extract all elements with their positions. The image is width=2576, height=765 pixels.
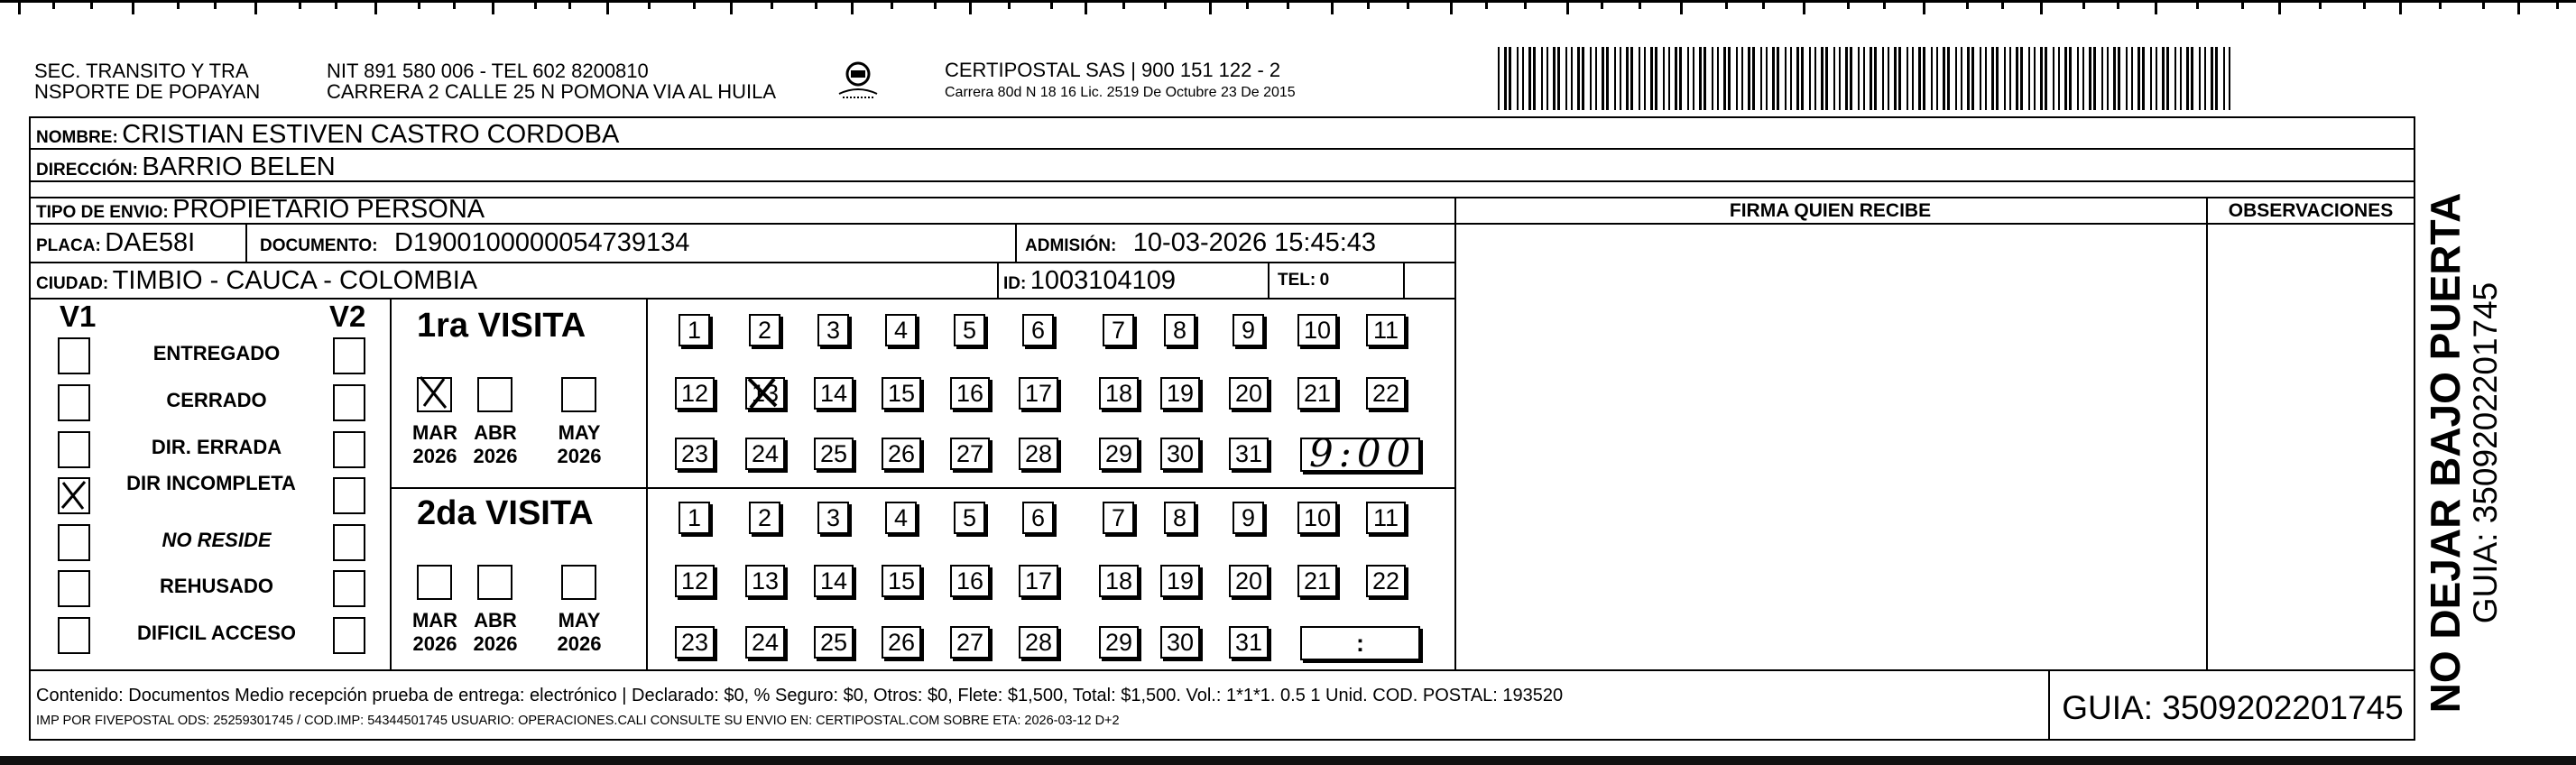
status-option-label: DIR. ERRADA (151, 436, 282, 458)
visit2-day[interactable]: 2 (749, 502, 780, 534)
barcode-bar (2131, 47, 2133, 110)
barcode-bar (1699, 47, 1702, 110)
barcode-bar (2118, 47, 2120, 110)
barcode-bar (1912, 47, 1914, 110)
barcode-bar (2180, 47, 2182, 110)
barcode-bar (2009, 47, 2011, 110)
visit1-month-checkbox[interactable] (417, 377, 452, 412)
visit1-day[interactable]: 5 (954, 314, 985, 346)
barcode-bar (1528, 47, 1531, 110)
barcode-bar (1723, 47, 1726, 110)
recipient-address-row (36, 152, 336, 182)
admission-label: ADMISIÓN: (1025, 236, 1117, 255)
barcode-bar (2020, 47, 2023, 110)
visit2-day[interactable]: 19 (1160, 565, 1200, 597)
barcode-bar (1498, 47, 1500, 110)
barcode-bar (2191, 47, 2193, 110)
barcode-bar (1874, 47, 1877, 110)
visit1-day[interactable]: 16 (950, 377, 990, 410)
barcode-bar (1785, 47, 1787, 110)
barcode-bar (1620, 47, 1621, 110)
barcode-bar (1679, 47, 1682, 110)
status-option-label: REHUSADO (160, 575, 273, 597)
barcode-bar (1936, 47, 1938, 110)
v1-checkbox[interactable] (58, 384, 90, 421)
plate-label: PLACA: (36, 236, 101, 255)
visit2-month-checkbox[interactable] (561, 565, 596, 600)
barcode-bar (1825, 47, 1828, 110)
visit1-day[interactable]: 21 (1297, 377, 1337, 410)
barcode-bar (1898, 47, 1901, 110)
shipment-type-row (36, 195, 485, 225)
barcode-bar (1577, 47, 1580, 110)
visit2-day[interactable]: 31 (1229, 626, 1269, 659)
visit1-day[interactable]: 12 (675, 377, 715, 410)
plate-cell (36, 228, 195, 258)
courier-logo-icon (836, 58, 881, 103)
top-edge-marks (0, 0, 2576, 20)
visit1-time-handwritten: 9:00 (1309, 431, 1417, 475)
barcode-bar (1557, 47, 1560, 110)
admission-value: 10-03-2026 15:45:43 (1132, 228, 1377, 257)
barcode-bar (1522, 47, 1524, 110)
barcode-bar (1602, 47, 1604, 110)
visit2-day[interactable]: 11 (1366, 502, 1406, 534)
barcode-bar (1547, 47, 1548, 110)
visit2-day[interactable]: 30 (1160, 626, 1200, 659)
observations-header: OBSERVACIONES (2228, 200, 2394, 221)
barcode-bar (1931, 47, 1933, 110)
barcode-bar (2045, 47, 2047, 110)
tel-cell (1278, 271, 1329, 290)
tel-value: 0 (1319, 271, 1330, 290)
barcode-bar (1985, 47, 1987, 110)
barcode-bar (1858, 47, 1860, 110)
visit1-day[interactable]: 27 (950, 438, 990, 470)
shipment-type-value: PROPIETARIO PERSONA (172, 195, 485, 224)
barcode-bar (2186, 47, 2189, 110)
barcode-bar (1801, 47, 1804, 110)
barcode-bar (2199, 47, 2201, 110)
barcode-bar (1863, 47, 1865, 110)
barcode-bar (1980, 47, 1981, 110)
barcode-bar (1790, 47, 1792, 110)
name-value: CRISTIAN ESTIVEN CASTRO CORDOBA (122, 120, 620, 149)
observations-area[interactable] (2208, 225, 2414, 668)
no-dejar-warning: NO DEJAR BAJO PUERTA (2422, 192, 2469, 714)
visit2-title: 2da VISITA (417, 494, 594, 532)
visit1-day[interactable]: 10 (1297, 314, 1337, 346)
visit1-day[interactable]: 2 (749, 314, 780, 346)
sender-line-2: NSPORTE DE POPAYAN (34, 80, 261, 103)
barcode-bar (2093, 47, 2096, 110)
barcode-bar (1504, 47, 1507, 110)
visit1-month-year: 2026 (473, 445, 518, 467)
barcode-bar (1630, 47, 1633, 110)
visit2-day[interactable]: 13 (745, 565, 785, 597)
status-option-label: CERRADO (166, 389, 267, 411)
barcode-bar (1760, 47, 1762, 110)
barcode-bar (1814, 47, 1816, 110)
barcode-bar (1943, 47, 1945, 110)
tel-label: TEL: (1278, 271, 1316, 290)
barcode-bar (1741, 47, 1743, 110)
visit1-day[interactable]: 24 (745, 438, 785, 470)
barcode-bar (1626, 47, 1629, 110)
visit1-day[interactable]: 23 (675, 438, 715, 470)
barcode-bar (2101, 47, 2103, 110)
address-value: BARRIO BELEN (142, 152, 336, 181)
barcode-bar (1728, 47, 1731, 110)
visit1-day[interactable]: 11 (1366, 314, 1406, 346)
barcode-bar (1693, 47, 1694, 110)
barcode-bar (1961, 47, 1962, 110)
barcode-bar (1565, 47, 1567, 110)
barcode-bar (2211, 47, 2213, 110)
barcode-bar (1595, 47, 1597, 110)
barcode-bar (2204, 47, 2206, 110)
barcode-bar (1772, 47, 1775, 110)
visit1-day[interactable]: 30 (1160, 438, 1200, 470)
barcode-bar (1777, 47, 1779, 110)
visit2-day[interactable]: 1 (679, 502, 710, 534)
v1-checkbox[interactable] (58, 617, 90, 654)
city-cell (36, 266, 477, 296)
visit1-title: 1ra VISITA (417, 307, 586, 345)
barcode-bar (2215, 47, 2218, 110)
barcode-bar (1971, 47, 1974, 110)
barcode-bar (2069, 47, 2072, 110)
visit1-day[interactable]: 4 (885, 314, 917, 346)
barcode-bar (1582, 47, 1584, 110)
barcode-bar (1839, 47, 1841, 110)
status-option-label: NO RESIDE (162, 529, 272, 551)
bottom-edge-band (0, 756, 2576, 765)
id-cell (1003, 266, 1176, 296)
barcode-bar (1845, 47, 1848, 110)
barcode-bar (1809, 47, 1811, 110)
visit1-day[interactable]: 8 (1164, 314, 1196, 346)
barcode-bar (1947, 47, 1950, 110)
barcode-bar (1703, 47, 1706, 110)
barcode-bar (2077, 47, 2079, 110)
barcode-bar (1533, 47, 1536, 110)
barcode-bar (1894, 47, 1897, 110)
visit1-day[interactable]: 25 (814, 438, 854, 470)
visit2-month-name: MAY (558, 609, 601, 631)
barcode-bar (1553, 47, 1556, 110)
barcode-bar (2166, 47, 2169, 110)
visit2-day[interactable]: 20 (1229, 565, 1269, 597)
visit1-day[interactable]: 20 (1229, 377, 1269, 410)
document-value: D1900100000054739134 (394, 228, 690, 257)
barcode-bar (1590, 47, 1592, 110)
contents-line: Contenido: Documentos Medio recepción prueba de entrega: electrónico | Declarado: $0, % Seguro: $0, Otros: $0, Flete: $1,500, Total: $1,500. Vol.: 1*1*1. 0.5 1 Unid. COD. POSTAL: 193520 (36, 686, 1564, 705)
visit1-month-checkbox[interactable] (477, 377, 512, 412)
visit2-day[interactable]: 17 (1019, 565, 1058, 597)
admission-cell (1025, 228, 1376, 258)
barcode-bar (1907, 47, 1908, 110)
visit1-day[interactable]: 14 (814, 377, 854, 410)
barcode-bar (1712, 47, 1713, 110)
visit1-day[interactable]: 17 (1019, 377, 1058, 410)
v2-checkbox[interactable] (333, 477, 365, 514)
visit2-day[interactable]: 18 (1099, 565, 1139, 597)
shipment-type-label: TIPO DE ENVIO: (36, 203, 169, 222)
visit2-month-checkbox[interactable] (417, 565, 452, 600)
v2-label: V2 (329, 300, 366, 333)
barcode-bar (2058, 47, 2060, 110)
barcode-bar (2113, 47, 2116, 110)
barcode-bar (2107, 47, 2109, 110)
barcode-bar (2126, 47, 2128, 110)
barcode-bar (2082, 47, 2084, 110)
visit2-day[interactable]: 22 (1366, 565, 1406, 597)
barcode-bar (1752, 47, 1755, 110)
side-guia: GUIA: 3509202201745 (2467, 281, 2504, 624)
barcode (1498, 47, 2233, 110)
barcode-bar (1870, 47, 1872, 110)
visit1-day[interactable]: 22 (1366, 377, 1406, 410)
sender-address-line: CARRERA 2 CALLE 25 N POMONA VIA AL HUILA (327, 80, 777, 103)
barcode-bar (1991, 47, 1994, 110)
barcode-bar (2150, 47, 2152, 110)
visit1-time-box[interactable] (1300, 431, 1420, 475)
barcode-bar (1918, 47, 1921, 110)
visit2-day[interactable]: 7 (1103, 502, 1134, 534)
guia-box: GUIA: 3509202201745 (2062, 689, 2404, 726)
barcode-bar (1736, 47, 1738, 110)
signature-area[interactable] (1456, 225, 2204, 668)
visit2-month-checkbox[interactable] (477, 565, 512, 600)
visit2-day[interactable]: 25 (814, 626, 854, 659)
barcode-bar (1882, 47, 1884, 110)
visit1-day[interactable]: 7 (1103, 314, 1134, 346)
barcode-bar (1766, 47, 1768, 110)
visit2-day[interactable]: 23 (675, 626, 715, 659)
visit2-day[interactable]: 26 (882, 626, 921, 659)
status-option-label: DIR INCOMPLETA (126, 472, 296, 494)
status-option-label: ENTREGADO (152, 342, 281, 364)
barcode-bar (1614, 47, 1616, 110)
barcode-bar (2028, 47, 2030, 110)
visit1-day[interactable]: 1 (679, 314, 710, 346)
barcode-bar (2053, 47, 2054, 110)
visit1-day[interactable]: 13 (745, 377, 785, 410)
visit2-month-year: 2026 (412, 632, 457, 655)
barcode-bar (1675, 47, 1677, 110)
visit2-day[interactable]: 15 (882, 565, 921, 597)
barcode-bar (1644, 47, 1646, 110)
barcode-bar (2064, 47, 2067, 110)
barcode-bar (2016, 47, 2018, 110)
visit2-day[interactable]: 12 (675, 565, 715, 597)
plate-value: DAE58I (105, 228, 196, 257)
barcode-bar (2040, 47, 2043, 110)
barcode-bar (2229, 47, 2230, 110)
barcode-bar (1967, 47, 1970, 110)
visit2-day[interactable]: 24 (745, 626, 785, 659)
visit1-day[interactable]: 31 (1229, 438, 1269, 470)
courier-line: CERTIPOSTAL SAS | 900 151 122 - 2 (945, 59, 1281, 81)
visit2-day[interactable]: 5 (954, 502, 985, 534)
barcode-bar (1796, 47, 1799, 110)
visit1-month-name: MAR (411, 421, 458, 444)
v1-checkbox[interactable] (58, 431, 90, 468)
barcode-bar (1668, 47, 1670, 110)
recipient-name-row (36, 120, 619, 150)
address-label: DIRECCIÓN: (36, 161, 138, 180)
visit1-day[interactable]: 18 (1099, 377, 1139, 410)
barcode-bar (1888, 47, 1889, 110)
visit2-day[interactable]: 16 (950, 565, 990, 597)
document-label: DOCUMENTO: (260, 236, 378, 255)
visit1-day[interactable]: 26 (882, 438, 921, 470)
barcode-bar (2137, 47, 2140, 110)
visit2-month-year: 2026 (473, 632, 518, 655)
id-value: 1003104109 (1029, 266, 1177, 295)
barcode-bar (2004, 47, 2006, 110)
barcode-bar (1923, 47, 1925, 110)
barcode-bar (1639, 47, 1640, 110)
imp-line: IMP POR FIVEPOSTAL ODS: 25259301745 / COD.IMP: 54344501745 USUARIO: OPERACIONES.CALI CONSULTE SU ENVIO EN: CERTIPOSTAL.COM SOBRE ETA: 2026-03-12 D+2 (36, 714, 1120, 728)
visit1-month-checkbox[interactable] (561, 377, 596, 412)
v1-checkbox[interactable] (58, 337, 90, 374)
barcode-bar (1748, 47, 1750, 110)
visit2-day[interactable]: 6 (1022, 502, 1054, 534)
visit1-month-name: MAY (558, 421, 601, 444)
visit1-day[interactable]: 15 (882, 377, 921, 410)
visit1-day[interactable]: 19 (1160, 377, 1200, 410)
side-text (2423, 155, 2504, 751)
status-option-label: DIFICIL ACCESO (136, 622, 296, 644)
barcode-bar (2174, 47, 2176, 110)
barcode-bar (1850, 47, 1852, 110)
visit1-day[interactable]: 3 (817, 314, 849, 346)
v1-label: V1 (60, 300, 97, 333)
visit2-day[interactable]: 21 (1297, 565, 1337, 597)
barcode-bar (1955, 47, 1957, 110)
barcode-bar (1517, 47, 1519, 110)
barcode-bar (1571, 47, 1573, 110)
city-label: CIUDAD: (36, 274, 109, 293)
visit1-month-name: ABR (474, 421, 517, 444)
visit2-day[interactable]: 27 (950, 626, 990, 659)
barcode-bar (2089, 47, 2091, 110)
id-label: ID: (1003, 274, 1027, 293)
visit2-day[interactable]: 14 (814, 565, 854, 597)
visit2-day[interactable]: 8 (1164, 502, 1196, 534)
signature-header: FIRMA QUIEN RECIBE (1729, 200, 1932, 221)
nit-line: NIT 891 580 006 - TEL 602 8200810 (327, 60, 649, 82)
city-value: TIMBIO - CAUCA - COLOMBIA (112, 266, 478, 295)
barcode-bar (1541, 47, 1543, 110)
visit2-month-name: ABR (474, 609, 517, 631)
crossed-day-icon (743, 375, 783, 411)
barcode-bar (1650, 47, 1653, 110)
visit2-month-year: 2026 (557, 632, 602, 655)
name-label: NOMBRE: (36, 128, 118, 147)
visit2-day[interactable]: 3 (817, 502, 849, 534)
barcode-bar (1655, 47, 1657, 110)
barcode-bar (2223, 47, 2225, 110)
barcode-bar (2142, 47, 2145, 110)
barcode-bar (2156, 47, 2157, 110)
barcode-bar (1509, 47, 1511, 110)
visit2-month-name: MAR (411, 609, 458, 631)
visit2-day[interactable]: 29 (1099, 626, 1139, 659)
visit2-day[interactable]: 10 (1297, 502, 1337, 534)
v1-checkbox[interactable] (58, 524, 90, 561)
visit1-day[interactable]: 9 (1233, 314, 1264, 346)
visit2-day[interactable]: 28 (1019, 626, 1058, 659)
barcode-bar (1606, 47, 1609, 110)
barcode-bar (1821, 47, 1824, 110)
barcode-bar (1687, 47, 1689, 110)
barcode-bar (1833, 47, 1835, 110)
barcode-bar (1663, 47, 1665, 110)
handwritten-x-icon (417, 375, 449, 410)
visit2-day[interactable]: 9 (1233, 502, 1264, 534)
visit1-month-year: 2026 (412, 445, 457, 467)
barcode-bar (1717, 47, 1719, 110)
visit1-day[interactable]: 6 (1022, 314, 1054, 346)
sender-line-1: SEC. TRANSITO Y TRA (34, 60, 249, 82)
visit2-day[interactable]: 4 (885, 502, 917, 534)
courier-license-line: Carrera 80d N 18 16 Lic. 2519 De Octubre 23 De 2015 (945, 85, 1296, 100)
visit2-time-box[interactable]: : (1300, 626, 1420, 660)
document-cell (260, 228, 689, 258)
v1-checkbox[interactable] (58, 570, 90, 607)
visit1-day[interactable]: 29 (1099, 438, 1139, 470)
visit1-month-year: 2026 (557, 445, 602, 467)
visit1-day[interactable]: 28 (1019, 438, 1058, 470)
barcode-bar (1996, 47, 1999, 110)
barcode-bar (2162, 47, 2165, 110)
barcode-bar (2034, 47, 2036, 110)
